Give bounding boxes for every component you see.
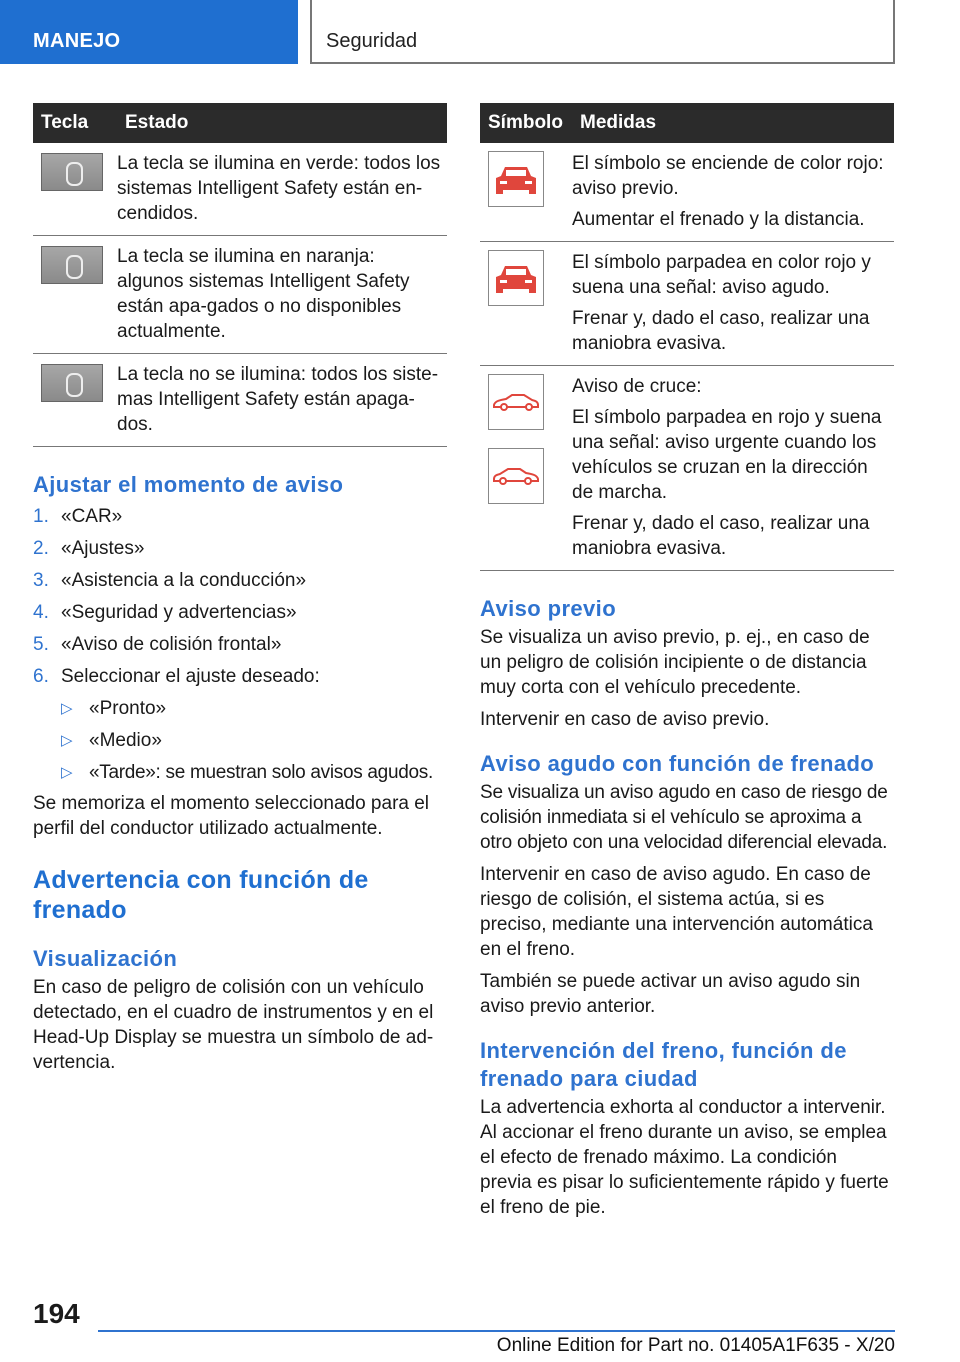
step-text: «Aviso de colisión frontal» — [61, 634, 282, 655]
key-table-header-state: Estado — [117, 103, 447, 143]
warning-heading: Advertencia con función de frenado — [33, 866, 369, 924]
triangle-bullet-icon: ▷ — [61, 700, 73, 717]
table-row — [33, 354, 447, 447]
adjust-note: Se memoriza el momento seleccionado para el perfil del conductor utilizado actualmente. — [33, 793, 430, 839]
measure-text: Frenar y, dado el caso, realizar una maniobra evasiva. — [572, 513, 870, 559]
car-side-left-icon — [488, 374, 544, 430]
table-row — [33, 143, 447, 236]
preview-text: Intervenir en caso de aviso previo. — [480, 709, 770, 730]
display-text: En caso de peligro de colisión con un vehículo detectado, en el cuadro de instrumentos y en el Head-Up Display se muestra un símbolo de ad-vertencia. — [33, 977, 434, 1073]
step-text: Seleccionar el ajuste deseado: — [61, 666, 320, 687]
display-subheading: Visualización — [33, 946, 178, 971]
list-item — [33, 533, 447, 565]
adjust-steps — [33, 501, 447, 693]
car-side-right-icon — [488, 448, 544, 504]
section-tab — [0, 0, 298, 64]
footer-divider — [98, 1330, 895, 1332]
edition-text: Online Edition for Part no. 01405A1F635 - X/20 — [496, 1335, 895, 1356]
symbol-table-header-measures: Medidas — [572, 103, 894, 143]
key-table-header-key: Tecla — [33, 103, 117, 143]
chapter-header — [310, 0, 895, 64]
list-item — [33, 725, 447, 757]
brake-heading: Intervención del freno, función de frenado para ciudad — [480, 1038, 847, 1091]
right-column — [480, 103, 894, 1220]
adjust-heading: Ajustar el momento de aviso — [33, 472, 344, 497]
step-text: «Asistencia a la conducción» — [61, 570, 307, 591]
acute-text: Intervenir en caso de aviso agudo. En caso de riesgo de colisión, el sistema actúa, si es preciso, mediante una intervención automática en el freno. — [480, 864, 873, 960]
key-state-text: La tecla no se ilumina: todos los siste-mas Intelligent Safety están apaga-dos. — [117, 354, 447, 447]
measure-text: Aumentar el frenado y la distancia. — [572, 209, 865, 230]
step-text: «Ajustes» — [61, 538, 145, 559]
step-number: 3. — [33, 570, 49, 591]
preview-heading: Aviso previo — [480, 596, 617, 621]
list-item — [33, 661, 447, 693]
triangle-bullet-icon: ▷ — [61, 764, 73, 781]
chapter-title: Seguridad — [326, 30, 418, 52]
table-row — [33, 236, 447, 354]
acute-heading: Aviso agudo con función de frenado — [480, 751, 875, 776]
car-front-warning-icon — [488, 250, 544, 306]
step-number: 5. — [33, 634, 49, 655]
step-number: 4. — [33, 602, 49, 623]
acute-text: También se puede activar un aviso agudo sin aviso previo anterior. — [480, 971, 861, 1017]
acute-text: Se visualiza un aviso agudo en caso de riesgo de colisión inmediata si el vehículo se aproxima a otro objeto con una velocidad diferencial elevada. — [480, 782, 888, 853]
list-item — [33, 597, 447, 629]
step-text: «Seguridad y advertencias» — [61, 602, 297, 623]
list-item — [33, 565, 447, 597]
car-front-warning-icon — [488, 151, 544, 207]
measure-text: Frenar y, dado el caso, realizar una maniobra evasiva. — [572, 308, 870, 354]
step-number: 2. — [33, 538, 49, 559]
table-row — [480, 143, 894, 242]
section-title: MANEJO — [33, 30, 121, 52]
option-text: «Tarde»: se muestran solo avisos agudos. — [89, 762, 433, 783]
key-state-text: La tecla se ilumina en naranja: algunos sistemas Intelligent Safety están apa-gados o no disponibles actualmente. — [117, 236, 447, 354]
measure-text: El símbolo se enciende de color rojo: aviso previo. — [572, 153, 884, 199]
symbol-table — [480, 103, 894, 571]
option-text: «Medio» — [89, 730, 162, 751]
step-text: «CAR» — [61, 506, 123, 527]
list-item — [33, 629, 447, 661]
measure-text: Aviso de cruce: — [572, 376, 702, 397]
triangle-bullet-icon: ▷ — [61, 732, 73, 749]
safety-key-icon — [41, 246, 103, 284]
measure-text: El símbolo parpadea en rojo y suena una señal: aviso urgente cuando los vehículos se cruzan en la dirección de marcha. — [572, 407, 882, 503]
preview-text: Se visualiza un aviso previo, p. ej., en caso de un peligro de colisión incipiente o de distancia muy corta con el vehículo precedente. — [480, 627, 870, 698]
adjust-options — [33, 693, 447, 789]
list-item — [33, 693, 447, 725]
list-item — [33, 757, 447, 789]
step-number: 1. — [33, 506, 49, 527]
table-row — [480, 242, 894, 366]
key-state-text: La tecla se ilumina en verde: todos los sistemas Intelligent Safety están en-cendidos. — [117, 143, 447, 236]
page-number: 194 — [33, 1298, 80, 1329]
step-number: 6. — [33, 666, 49, 687]
symbol-table-header-symbol: Símbolo — [480, 103, 572, 143]
measure-text: El símbolo parpadea en color rojo y suena una señal: aviso agudo. — [572, 252, 871, 298]
safety-key-icon — [41, 364, 103, 402]
list-item — [33, 501, 447, 533]
left-column — [33, 103, 447, 1075]
key-table — [33, 103, 447, 447]
table-row — [480, 366, 894, 571]
brake-text: La advertencia exhorta al conductor a intervenir. Al accionar el freno durante un aviso, se emplea el efecto de frenado máximo. La condición previa es pisar lo suficientemente rápido y fuerte el freno de pie. — [480, 1097, 889, 1218]
option-text: «Pronto» — [89, 698, 167, 719]
safety-key-icon — [41, 153, 103, 191]
